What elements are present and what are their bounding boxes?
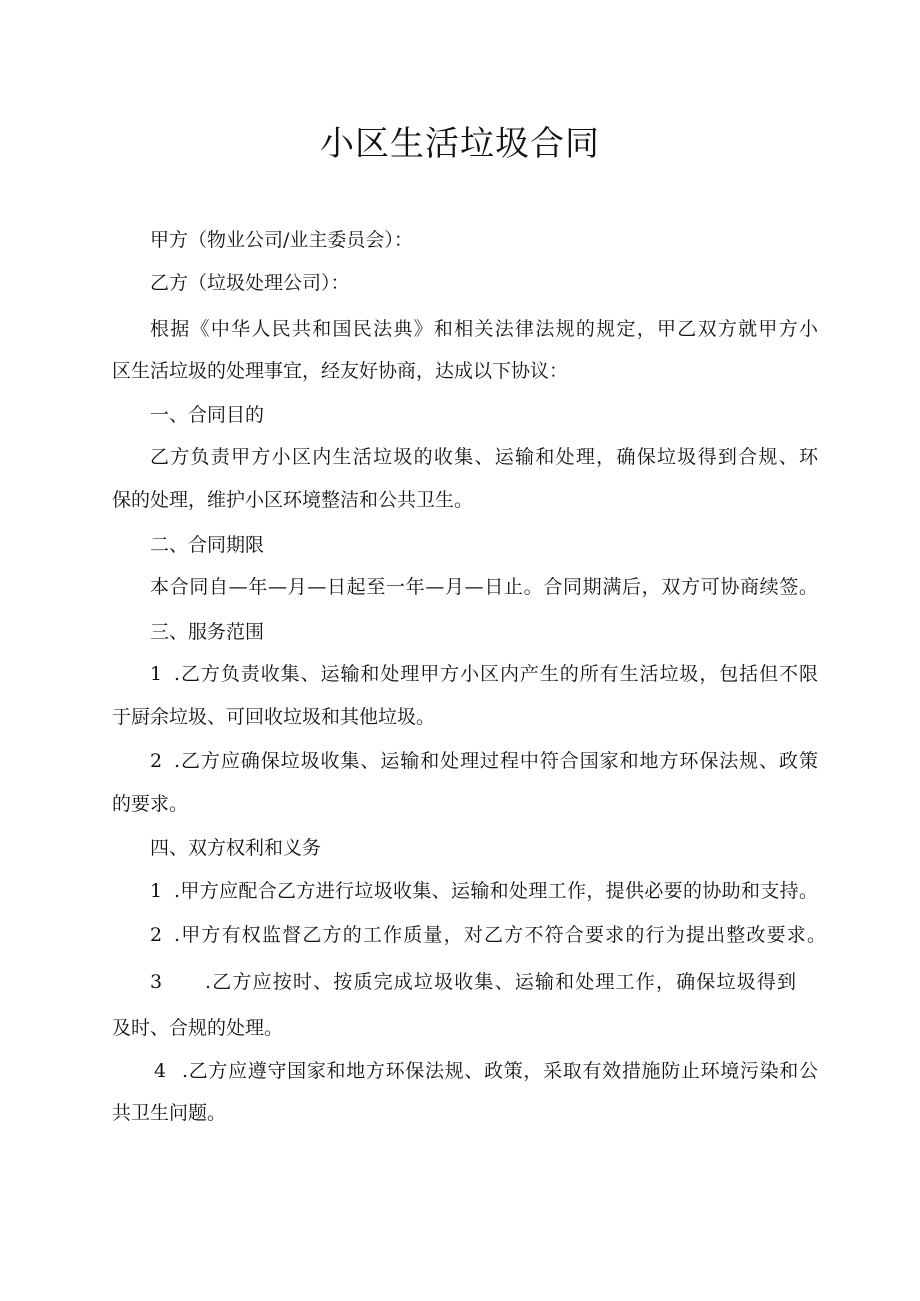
item-number: 1 <box>150 663 163 685</box>
party-b-line: 乙方（垃圾处理公司）： <box>150 272 350 294</box>
item-number: 2 <box>150 750 163 772</box>
section-1-heading: 一、合同目的 <box>150 404 265 426</box>
section-4-item-4-line-1 <box>150 1057 818 1085</box>
section-2-heading: 二、合同期限 <box>150 534 265 556</box>
section-4-item-4-line-2: 共卫生问题。 <box>112 1102 227 1124</box>
item-text: .甲方有权监督乙方的工作质量，对乙方不符合要求的行为提出整改要求。 <box>174 924 826 946</box>
section-4-item-3-line-1 <box>150 968 796 996</box>
section-3-heading: 三、服务范围 <box>150 621 265 643</box>
item-text: .乙方负责收集、运输和处理甲方小区内产生的所有生活垃圾，包括但不限 <box>174 663 818 685</box>
preamble-line-2: 区生活垃圾的处理事宜，经友好协商，达成以下协议： <box>112 360 569 382</box>
section-4-item-1-line-1 <box>150 877 818 905</box>
item-number: 2 <box>150 924 163 946</box>
section-4-heading: 四、双方权利和义务 <box>150 837 322 859</box>
item-text: .乙方应按时、按质完成垃圾收集、运输和处理工作，确保垃圾得到 <box>205 971 796 993</box>
item-text: .乙方应确保垃圾收集、运输和处理过程中符合国家和地方环保法规、政策 <box>174 750 818 772</box>
item-text: .乙方应遵守国家和地方环保法规、政策，采取有效措施防止环境污染和公 <box>182 1060 818 1082</box>
party-a-line: 甲方（物业公司/业主委员会）： <box>150 229 413 251</box>
section-3-item-1-line-1 <box>150 660 818 688</box>
section-1-paragraph-line-2: 保的处理，维护小区环境整洁和公共卫生。 <box>112 489 474 511</box>
item-number: 1 <box>150 880 163 902</box>
section-1-paragraph-line-1: 乙方负责甲方小区内生活垃圾的收集、运输和处理，确保垃圾得到合规、环 <box>150 446 818 468</box>
document-title: 小区生活垃圾合同 <box>320 124 600 164</box>
section-4-item-3-line-2: 及时、合规的处理。 <box>112 1017 284 1039</box>
section-3-item-2-line-1 <box>150 747 818 775</box>
item-number: 3 <box>150 971 163 993</box>
preamble-line-1: 根据《中华人民共和国民法典》和相关法律法规的规定，甲乙双方就甲方小 <box>150 318 818 340</box>
item-number: 4 <box>154 1060 167 1082</box>
section-2-paragraph-line-1: 本合同自—年—月—日起至一年—月—日止。合同期满后，双方可协商续签。 <box>150 576 818 598</box>
section-3-item-1-line-2: 于厨余垃圾、可回收垃圾和其他垃圾。 <box>112 706 436 728</box>
item-text: .甲方应配合乙方进行垃圾收集、运输和处理工作，提供必要的协助和支持。 <box>174 880 818 902</box>
section-3-item-2-line-2: 的要求。 <box>112 793 189 815</box>
section-4-item-2-line-1 <box>150 921 826 949</box>
